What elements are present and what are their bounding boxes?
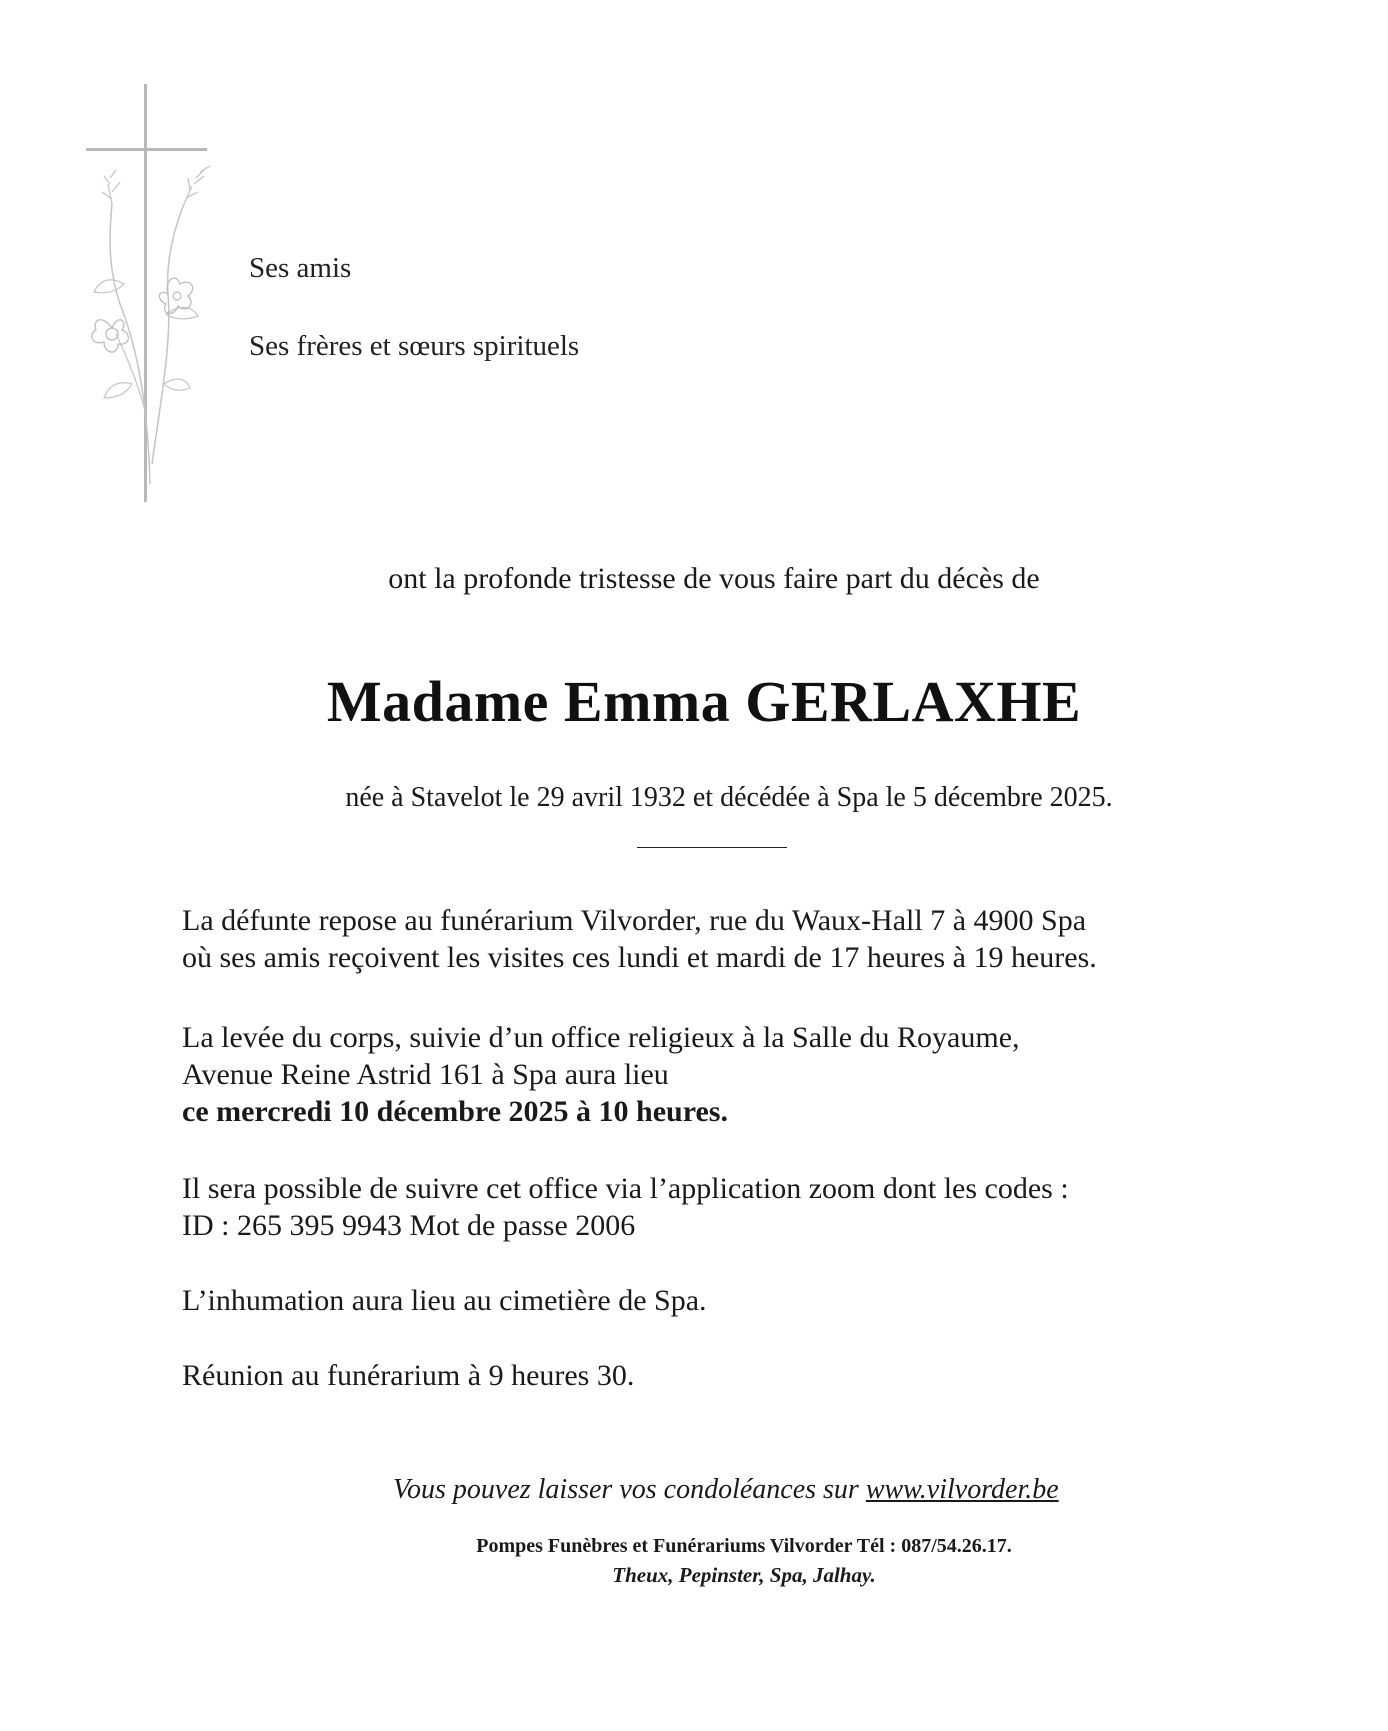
viewing-line-1: La défunte repose au funérarium Vilvorder, rue du Waux-Hall 7 à 4900 Spa <box>182 904 1087 937</box>
ceremony-line-2: Avenue Reine Astrid 161 à Spa aura lieu <box>182 1058 669 1091</box>
condolences-link[interactable]: www.vilvorder.be <box>865 1474 1059 1505</box>
family-spiritual: Ses frères et sœurs spirituels <box>249 330 580 362</box>
deceased-name: Madame Emma GERLAXHE <box>326 669 1082 734</box>
announcement-intro: ont la profonde tristesse de vous faire part du décès de <box>388 562 1040 595</box>
birth-death-dates: née à Stavelot le 29 avril 1932 et décédée à Spa le 5 décembre 2025. <box>345 782 1113 813</box>
ceremony-line-1: La levée du corps, suivie d’un office religieux à la Salle du Royaume, <box>182 1021 1020 1054</box>
ceremony-datetime: ce mercredi 10 décembre 2025 à 10 heures. <box>182 1095 728 1128</box>
funeral-home-locations: Theux, Pepinster, Spa, Jalhay. <box>612 1563 876 1587</box>
meeting-paragraph: Réunion au funérarium à 9 heures 30. <box>182 1359 635 1392</box>
divider-line <box>637 847 787 848</box>
cross-flower-emblem <box>80 84 240 504</box>
burial-paragraph: L’inhumation aura lieu au cimetière de Spa. <box>182 1284 707 1317</box>
zoom-line-1: Il sera possible de suivre cet office via l’application zoom dont les codes : <box>182 1172 1069 1205</box>
condolences-text: Vous pouvez laisser vos condoléances sur <box>393 1474 866 1505</box>
funeral-home-contact: Pompes Funèbres et Funérariums Vilvorder Tél : 087/54.26.17. <box>476 1535 1012 1557</box>
ceremony-paragraph <box>182 1019 1020 1130</box>
viewing-paragraph <box>182 902 1097 976</box>
zoom-paragraph <box>182 1170 1069 1244</box>
viewing-line-2: où ses amis reçoivent les visites ces lundi et mardi de 17 heures à 19 heures. <box>182 941 1097 974</box>
condolences-line <box>393 1474 1059 1506</box>
zoom-credentials: ID : 265 395 9943 Mot de passe 2006 <box>182 1209 636 1242</box>
family-friends: Ses amis <box>249 252 352 284</box>
